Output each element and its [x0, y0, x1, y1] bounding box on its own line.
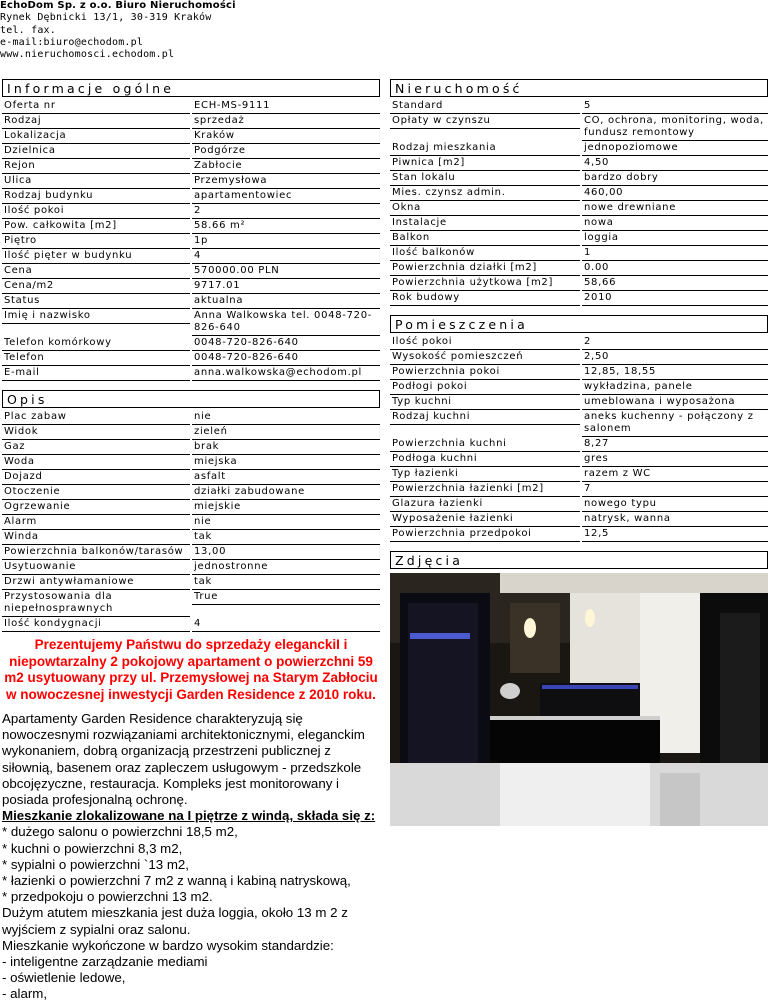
- description-standard: Mieszkanie wykończone w bardzo wysokim standardzie:: [2, 937, 334, 953]
- row-value: miejska: [192, 455, 380, 470]
- list-item: * kuchni o powierzchni 8,3 m2,: [2, 840, 183, 856]
- agency-email[interactable]: e-mail:biuro@echodom.pl: [0, 36, 144, 48]
- room-list: [2, 824, 380, 905]
- row-label: Status: [2, 294, 190, 309]
- table-row: [2, 309, 380, 336]
- row-label: Imię i nazwisko: [2, 309, 190, 324]
- section-photos-title: Zdjęcia: [390, 551, 768, 569]
- row-label: Wysokość pomieszczeń: [390, 350, 580, 365]
- row-label: Przystosowania dla niepełnosprawnych: [2, 590, 190, 617]
- row-value: 2: [582, 335, 768, 350]
- table-row: [390, 497, 768, 512]
- table-row: [2, 129, 380, 144]
- row-value: Podgórze: [192, 144, 380, 159]
- description-bold: Mieszkanie zlokalizowane na I piętrze z windą, składa się z:: [2, 808, 376, 824]
- row-label: Dojazd: [2, 470, 190, 485]
- agency-website[interactable]: www.nieruchomosci.echodom.pl: [0, 49, 175, 61]
- row-value: wykładzina, panele: [582, 380, 768, 395]
- row-value: razem z WC: [582, 467, 768, 482]
- table-row: [2, 617, 380, 632]
- row-label: Plac zabaw: [2, 410, 190, 425]
- row-label: Piwnica [m2]: [390, 156, 580, 171]
- row-label: Wyposażenie łazienki: [390, 512, 580, 527]
- table-row: [390, 395, 768, 410]
- right-column: [390, 79, 768, 826]
- row-value: aktualna: [192, 294, 380, 309]
- table-row: [2, 204, 380, 219]
- row-label: Rodzaj budynku: [2, 189, 190, 204]
- row-value: tak: [192, 530, 380, 545]
- row-value: nowa: [582, 216, 768, 231]
- row-value: Zabłocie: [192, 159, 380, 174]
- table-row: [390, 410, 768, 437]
- row-label: Powierzchnia użytkowa [m2]: [390, 276, 580, 291]
- table-row: [2, 590, 380, 617]
- section-property-title: Nieruchomość: [390, 79, 768, 97]
- table-row: [390, 380, 768, 395]
- table-row: [2, 234, 380, 249]
- row-value: gres: [582, 452, 768, 467]
- table-row: [2, 279, 380, 294]
- row-label: Mies. czynsz admin.: [390, 186, 580, 201]
- row-label: Lokalizacja: [2, 129, 190, 144]
- property-table: [390, 99, 768, 306]
- table-row: [390, 216, 768, 231]
- row-value: Kraków: [192, 129, 380, 144]
- table-row: [2, 560, 380, 575]
- row-label: Drzwi antywłamaniowe: [2, 575, 190, 590]
- row-label: Rodzaj kuchni: [390, 410, 580, 425]
- list-item: * dużego salonu o powierzchni 18,5 m2,: [2, 824, 238, 840]
- row-value: 7: [582, 482, 768, 497]
- agency-name: EchoDom Sp. z o.o. Biuro Nieruchomości: [0, 0, 236, 11]
- table-row: [390, 452, 768, 467]
- row-value: 58,66: [582, 276, 768, 291]
- row-label: Rodzaj: [2, 114, 190, 129]
- table-row: [2, 515, 380, 530]
- table-row: [390, 437, 768, 452]
- table-row: [390, 261, 768, 276]
- table-row: [2, 366, 380, 381]
- table-row: [2, 351, 380, 366]
- row-value: 0048-720-826-640: [192, 351, 380, 366]
- feature-list: [2, 954, 380, 1003]
- opis-table: [2, 410, 380, 632]
- row-label: Rodzaj mieszkania: [390, 141, 580, 156]
- row-value: 12,85, 18,55: [582, 365, 768, 380]
- row-label: Opłaty w czynszu: [390, 114, 580, 129]
- row-label: Standard: [390, 99, 580, 114]
- table-row: [2, 219, 380, 234]
- row-value: 4: [192, 617, 380, 632]
- description-body: [2, 711, 380, 1003]
- row-label: Ogrzewanie: [2, 500, 190, 515]
- row-value: tak: [192, 575, 380, 590]
- table-row: [2, 114, 380, 129]
- row-label: Powierzchnia łazienki [m2]: [390, 482, 580, 497]
- row-value: anna.walkowska@echodom.pl: [192, 366, 380, 381]
- row-value: 570000.00 PLN: [192, 264, 380, 279]
- table-row: [2, 440, 380, 455]
- row-value: nowe drewniane: [582, 201, 768, 216]
- row-label: Cena/m2: [2, 279, 190, 294]
- kitchen-photo-image: [390, 573, 768, 826]
- table-row: [2, 500, 380, 515]
- table-row: [390, 246, 768, 261]
- table-row: [2, 249, 380, 264]
- table-row: [2, 294, 380, 309]
- row-value: 5: [582, 99, 768, 114]
- table-row: [2, 545, 380, 560]
- list-item: * przedpokoju o powierzchni 13 m2.: [2, 889, 213, 905]
- table-row: [2, 336, 380, 351]
- row-label: Podłogi pokoi: [390, 380, 580, 395]
- row-label: Piętro: [2, 234, 190, 249]
- row-value: jednopoziomowe: [582, 141, 768, 156]
- list-item: * sypialni o powierzchni `13 m2,: [2, 856, 189, 872]
- row-value: natrysk, wanna: [582, 512, 768, 527]
- row-value: sprzedaż: [192, 114, 380, 129]
- row-value: zieleń: [192, 425, 380, 440]
- row-label: Ilość pięter w budynku: [2, 249, 190, 264]
- table-row: [390, 527, 768, 542]
- row-label: Podłoga kuchni: [390, 452, 580, 467]
- row-value: działki zabudowane: [192, 485, 380, 500]
- row-label: Alarm: [2, 515, 190, 530]
- row-value: CO, ochrona, monitoring, woda, fundusz remontowy: [582, 114, 768, 141]
- table-row: [390, 467, 768, 482]
- row-value: asfalt: [192, 470, 380, 485]
- table-row: [390, 156, 768, 171]
- row-value: 2: [192, 204, 380, 219]
- rooms-table: [390, 335, 768, 542]
- left-column: [2, 79, 380, 1003]
- row-value: 58.66 m²: [192, 219, 380, 234]
- agency-fax: tel. fax.: [0, 24, 56, 36]
- table-row: [2, 264, 380, 279]
- row-value: ECH-MS-9111: [192, 99, 380, 114]
- row-value: bardzo dobry: [582, 171, 768, 186]
- table-row: [2, 99, 380, 114]
- row-label: Ilość pokoi: [2, 204, 190, 219]
- table-row: [2, 174, 380, 189]
- row-value: 1p: [192, 234, 380, 249]
- row-label: Ilość balkonów: [390, 246, 580, 261]
- row-value: nie: [192, 515, 380, 530]
- row-value: nie: [192, 410, 380, 425]
- section-general-title: Informacje ogólne: [2, 79, 380, 97]
- row-label: Dzielnica: [2, 144, 190, 159]
- description-intro: Apartamenty Garden Residence charakteryzują się nowoczesnymi rozwiązaniami architektonicznymi, eleganckim wykonaniem, dobrą organizacją przestrzeni publicznej z siłownią, basenem oraz zapleczem usługowym - przedszkole obcojęzyczne, restauracja. Kompleks jest monitorowany i posiada profesjonalną ochronę.: [2, 711, 365, 808]
- table-row: [390, 141, 768, 156]
- table-row: [390, 231, 768, 246]
- row-value: 0.00: [582, 261, 768, 276]
- table-row: [2, 410, 380, 425]
- row-value: 1: [582, 246, 768, 261]
- row-label: Instalacje: [390, 216, 580, 231]
- row-label: Ilość pokoi: [390, 335, 580, 350]
- row-value: Anna Walkowska tel. 0048-720-826-640: [192, 309, 380, 336]
- table-row: [2, 485, 380, 500]
- row-value: nowego typu: [582, 497, 768, 512]
- table-row: [2, 575, 380, 590]
- table-row: [390, 276, 768, 291]
- row-label: Stan lokalu: [390, 171, 580, 186]
- row-label: Telefon: [2, 351, 190, 366]
- table-row: [390, 114, 768, 141]
- table-row: [2, 159, 380, 174]
- agency-address: Rynek Dębnicki 13/1, 30-319 Kraków: [0, 12, 212, 24]
- table-row: [390, 350, 768, 365]
- row-value: 460,00: [582, 186, 768, 201]
- row-value: jednostronne: [192, 560, 380, 575]
- row-value: miejskie: [192, 500, 380, 515]
- row-label: Gaz: [2, 440, 190, 455]
- row-label: Ilość kondygnacji: [2, 617, 190, 632]
- row-value: 4,50: [582, 156, 768, 171]
- row-label: Usytuowanie: [2, 560, 190, 575]
- table-row: [390, 201, 768, 216]
- row-label: Rok budowy: [390, 291, 580, 306]
- table-row: [2, 470, 380, 485]
- description-loggia: Dużym atutem mieszkania jest duża loggia, około 13 m 2 z wyjściem z sypialni oraz salonu.: [2, 905, 348, 937]
- row-label: Cena: [2, 264, 190, 279]
- general-table: [2, 99, 380, 381]
- section-rooms-title: Pomieszczenia: [390, 315, 768, 333]
- row-value: loggia: [582, 231, 768, 246]
- row-label: Oferta nr: [2, 99, 190, 114]
- table-row: [2, 425, 380, 440]
- row-label: Typ kuchni: [390, 395, 580, 410]
- row-label: Ulica: [2, 174, 190, 189]
- row-value: 0048-720-826-640: [192, 336, 380, 351]
- row-value: aneks kuchenny - połączony z salonem: [582, 410, 768, 437]
- kitchen-photo[interactable]: [390, 573, 768, 826]
- row-label: E-mail: [2, 366, 190, 381]
- list-item: - alarm,: [2, 986, 48, 1002]
- row-value: Przemysłowa: [192, 174, 380, 189]
- row-label: Powierzchnia działki [m2]: [390, 261, 580, 276]
- table-row: [2, 455, 380, 470]
- row-value: 2010: [582, 291, 768, 306]
- row-value: apartamentowiec: [192, 189, 380, 204]
- row-label: Rejon: [2, 159, 190, 174]
- list-item: * łazienki o powierzchni 7 m2 z wanną i kabiną natryskową,: [2, 873, 351, 889]
- table-row: [2, 530, 380, 545]
- row-label: Winda: [2, 530, 190, 545]
- section-opis-title: Opis: [2, 390, 380, 408]
- row-label: Woda: [2, 455, 190, 470]
- row-value: 12,5: [582, 527, 768, 542]
- row-label: Powierzchnia balkonów/tarasów: [2, 545, 190, 560]
- row-label: Powierzchnia przedpokoi: [390, 527, 580, 542]
- table-row: [390, 291, 768, 306]
- row-value: 8,27: [582, 437, 768, 452]
- row-label: Powierzchnia pokoi: [390, 365, 580, 380]
- row-label: Glazura łazienki: [390, 497, 580, 512]
- row-value: umeblowana i wyposażona: [582, 395, 768, 410]
- row-label: Powierzchnia kuchni: [390, 437, 580, 452]
- row-label: Widok: [2, 425, 190, 440]
- table-row: [390, 512, 768, 527]
- row-label: Otoczenie: [2, 485, 190, 500]
- row-label: Telefon komórkowy: [2, 336, 190, 351]
- row-label: Pow. całkowita [m2]: [2, 219, 190, 234]
- list-item: - oświetlenie ledowe,: [2, 970, 126, 986]
- table-row: [390, 365, 768, 380]
- row-label: Okna: [390, 201, 580, 216]
- description-headline: Prezentujemy Państwu do sprzedaży eleganckiI i niepowtarzalny 2 pokojowy apartament o powierzchni 59 m2 usytuowany przy ul. Przemysłowej na Starym Zabłociu w nowoczesnej inwestycji Garden Residence z 2010 roku.: [4, 637, 378, 702]
- table-row: [2, 189, 380, 204]
- row-value: brak: [192, 440, 380, 455]
- row-label: Balkon: [390, 231, 580, 246]
- row-value: 13,00: [192, 545, 380, 560]
- row-value: 4: [192, 249, 380, 264]
- table-row: [390, 99, 768, 114]
- list-item: - inteligentne zarządzanie mediami: [2, 954, 208, 970]
- row-value: 2,50: [582, 350, 768, 365]
- table-row: [2, 144, 380, 159]
- table-row: [390, 482, 768, 497]
- table-row: [390, 186, 768, 201]
- row-label: Typ łazienki: [390, 467, 580, 482]
- table-row: [390, 335, 768, 350]
- agency-header: [0, 0, 236, 61]
- row-value: 9717.01: [192, 279, 380, 294]
- table-row: [390, 171, 768, 186]
- row-value: True: [192, 590, 380, 605]
